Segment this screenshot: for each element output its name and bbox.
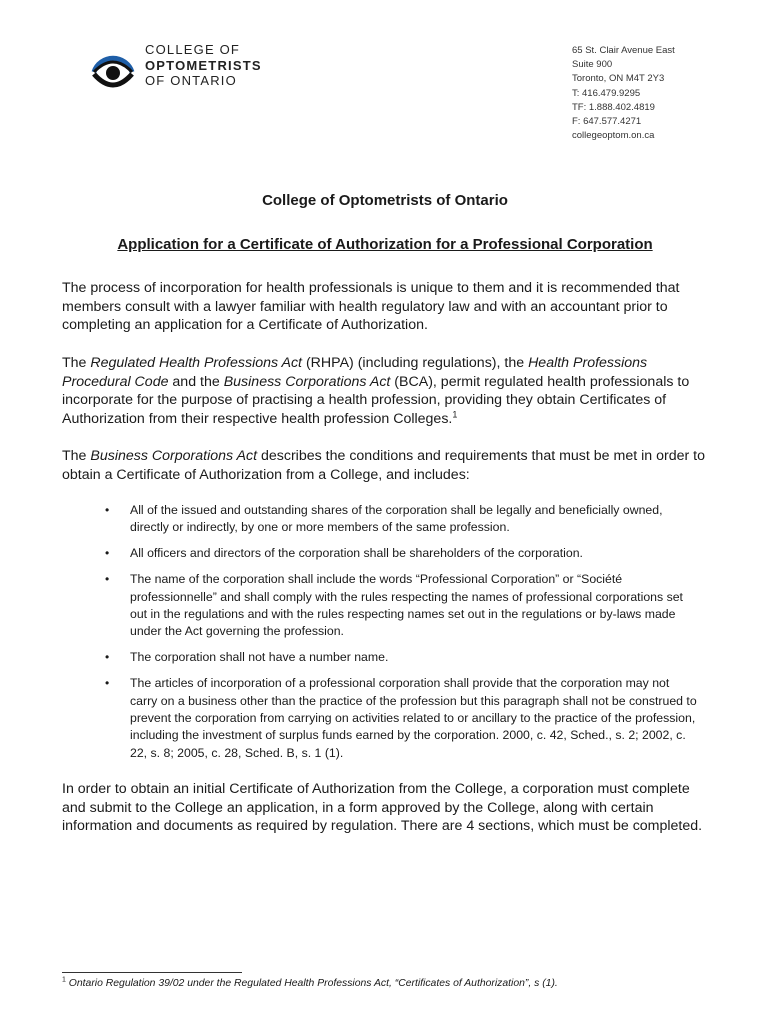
legislation-paragraph: The Regulated Health Professions Act (RHPA) (including regulations), the Health Professions Procedural Code and the Business Corporations Act (BCA), permit regulated health professionals to incorporate for the purpose of practising a health profession, providing they obtain Certificates of Authorization from their respective health profession Colleges.$^1$ <box>62 355 690 427</box>
requirements-paragraph: The Business Corporations Act describes the conditions and requirements that must be met in order to obtain a Certificate of Authorization from a College, and includes: <box>62 448 705 483</box>
footnote-text: Ontario Regulation 39/02 under the Regulated Health Professions Act, “Certificates of Authorization”, s (1). <box>68 978 558 989</box>
eye-icon <box>88 46 138 96</box>
address-street: 65 St. Clair Avenue East <box>572 45 675 56</box>
list-item: • The articles of incorporation of a professional corporation shall provide that the corporation may not carry on a business other than the practice of the profession but this paragraph shall not be construed to prevent the corporation from carrying on activities related to or ancillary to the practice of the profession, including the investment of surplus funds earned by the corporation. 2000, c. 42, Sched., s. 2; 2002, c. 22, s. 8; 2005, c. 28, Sched. B, s. 1 (1). <box>105 676 697 760</box>
bullet-marker: • <box>105 546 110 561</box>
closing-paragraph: In order to obtain an initial Certificate of Authorization from the College, a corporation must complete and submit to the College an application, in a form approved by the College, along with certain information and documents as required by regulation. There are 4 sections, which must be completed. <box>62 781 703 835</box>
requirements-list <box>98 502 698 771</box>
address-website: collegeoptom.on.ca <box>572 130 655 142</box>
logo-line-3: OF ONTARIO <box>145 73 237 88</box>
application-title: Application for a Certificate of Authorization for a Professional Corporation <box>117 236 653 253</box>
address-phone: T: 416.479.9295 <box>572 87 641 99</box>
footnote-reference: 1 <box>452 409 458 420</box>
list-item: • The corporation shall not have a number name. <box>98 649 698 666</box>
list-item: • All of the issued and outstanding shares of the corporation shall be legally and beneficially owned, directly or indirectly, by one or more members of the same profession. <box>105 503 663 535</box>
address-city: Toronto, ON M4T 2Y3 <box>572 73 665 85</box>
logo-line-1: COLLEGE OF <box>145 42 241 57</box>
contact-address <box>572 44 675 143</box>
college-logo <box>88 42 268 100</box>
bullet-marker: • <box>105 572 110 587</box>
organization-title: College of Optometrists of Ontario <box>262 192 508 209</box>
intro-paragraph: The process of incorporation for health professionals is unique to them and it is recommended that members consult with a lawyer familiar with health regulatory law and with an accountant prior to completing an application for a Certificate of Authorization. <box>62 280 680 334</box>
bca-act-name: Business Corporations Act <box>90 448 258 464</box>
bullet-marker: • <box>105 503 110 517</box>
bullet-marker: • <box>105 650 110 665</box>
footnote-divider <box>62 972 242 973</box>
rhpa-act-name: Regulated Health Professions Act <box>90 355 303 371</box>
bullet-marker: • <box>105 676 110 691</box>
address-suite: Suite 900 <box>572 59 613 71</box>
logo-line-2: OPTOMETRISTS <box>145 57 262 73</box>
footnote-marker: 1 <box>62 976 66 984</box>
address-fax: F: 647.577.4271 <box>572 116 642 128</box>
list-item: • All officers and directors of the corporation shall be shareholders of the corporation. <box>98 545 698 562</box>
list-item: • The name of the corporation shall include the words “Professional Corporation” or “Société professionnelle” and shall comply with the rules respecting the names of professional corporations set out in the regulations and with the rules respecting names set out in the regulations or by-laws made under the Act governing the profession. <box>105 572 683 639</box>
logo-wordmark <box>145 42 262 89</box>
bca-act-name: Business Corporations Act <box>223 373 391 390</box>
procedural-code-name: Health Professions Procedural Code <box>62 355 648 390</box>
footnote <box>62 978 558 989</box>
address-tollfree: TF: 1.888.402.4819 <box>572 101 655 113</box>
